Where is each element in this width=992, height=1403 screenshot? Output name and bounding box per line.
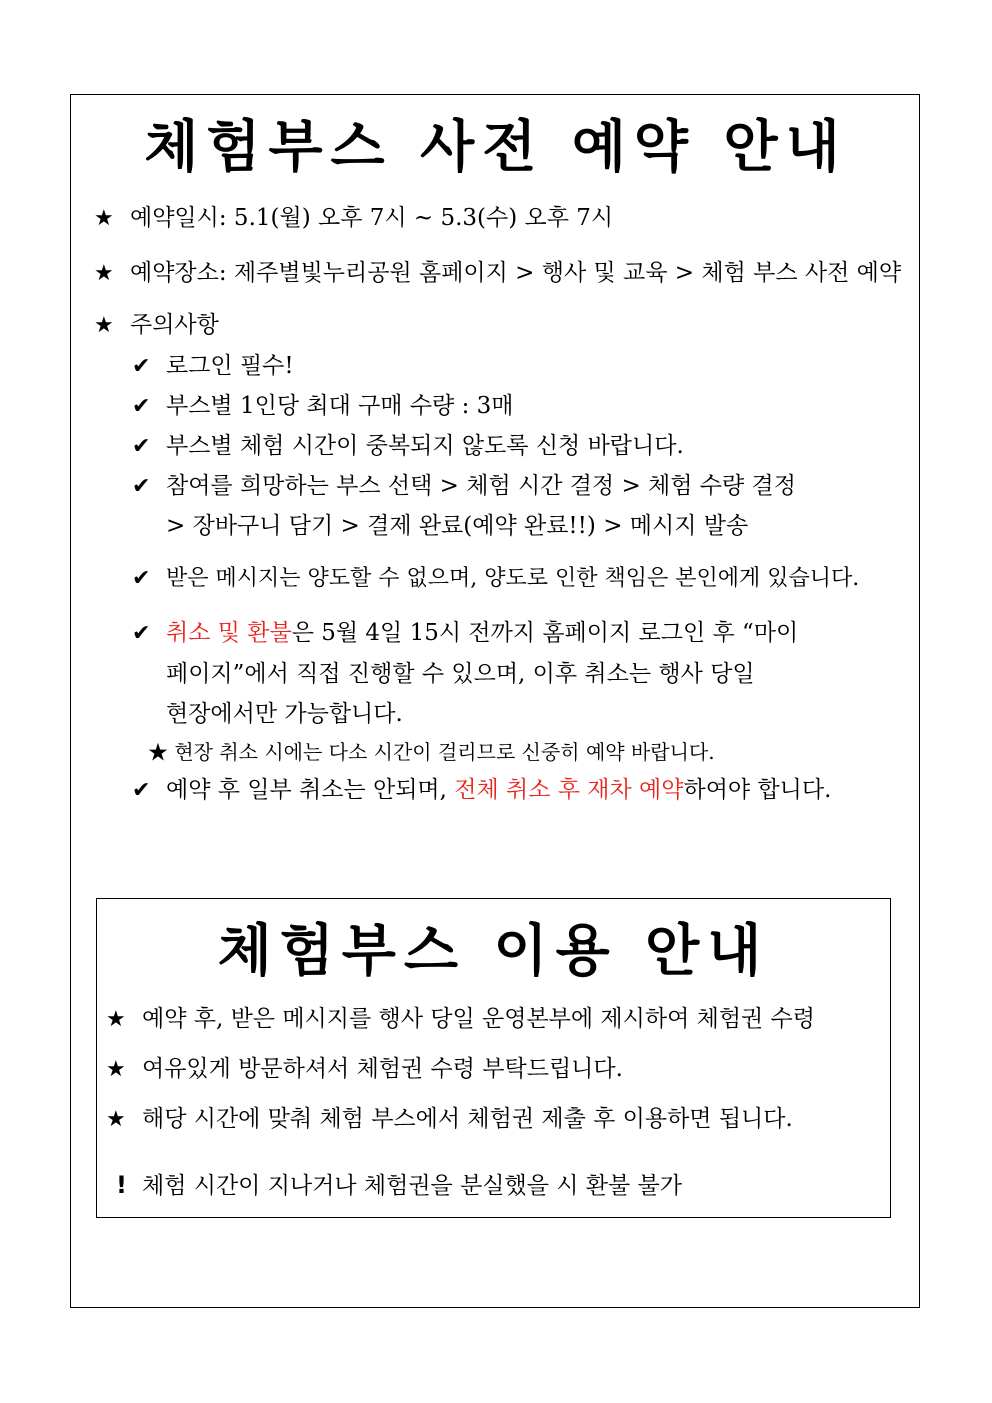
usage-item-1: ★ 예약 후, 받은 메시지를 행사 당일 운영본부에 제시하여 체험권 수령 (106, 1004, 815, 1035)
note-refund-line3: 현장에서만 가능합니다. (166, 701, 403, 727)
rebook-highlight: 전체 취소 후 재차 예약 (454, 777, 684, 803)
reservation-title: 체험부스 사전 예약 안내 (144, 115, 848, 180)
check-icon: ✔ (132, 778, 151, 803)
star-icon: ★ (94, 261, 114, 286)
note-transfer: ✔ 받은 메시지는 양도할 수 없으며, 양도로 인한 책임은 본인에게 있습니다. (132, 564, 859, 594)
star-icon: ★ (106, 1107, 126, 1132)
usage-item-2: ★ 여유있게 방문하셔서 체험권 수령 부탁드립니다. (106, 1054, 623, 1085)
note-refund: ✔ 취소 및 환불은 5월 4일 15시 전까지 홈페이지 로그인 후 “마이 (132, 618, 798, 649)
star-icon: ★ (94, 313, 114, 338)
note-quantity: ✔ 부스별 1인당 최대 구매 수량 : 3매 (132, 391, 514, 422)
check-icon: ✔ (132, 394, 151, 419)
star-icon: ★ (94, 206, 114, 231)
usage-item-3: ★ 해당 시간에 맞춰 체험 부스에서 체험권 제출 후 이용하면 됩니다. (106, 1104, 793, 1135)
note-refund-line2: 페이지”에서 직접 진행할 수 있으며, 이후 취소는 행사 당일 (166, 661, 755, 687)
note-partial-cancel: ✔ 예약 후 일부 취소는 안되며, 전체 취소 후 재차 예약하여야 합니다. (132, 775, 831, 806)
check-icon: ✔ (132, 566, 151, 591)
note-login: ✔ 로그인 필수! (132, 351, 294, 382)
check-icon: ✔ (132, 474, 151, 499)
usage-title: 체험부스 이용 안내 (217, 919, 770, 984)
note-process-line2: > 장바구니 담기 > 결제 완료(예약 완료!!) > 메시지 발송 (166, 513, 749, 539)
reservation-place: ★ 예약장소: 제주별빛누리공원 홈페이지 > 행사 및 교육 > 체험 부스 사전 예약 (94, 258, 901, 289)
notes-heading: ★ 주의사항 (94, 310, 219, 341)
refund-warning: ! 체험 시간이 지나거나 체험권을 분실했을 시 환불 불가 (116, 1171, 682, 1199)
note-process: ✔ 참여를 희망하는 부스 선택 > 체험 시간 결정 > 체험 수량 결정 (132, 471, 796, 502)
note-onsite-cancel: ★ 현장 취소 시에는 다소 시간이 걸리므로 신중히 예약 바랍니다. (148, 740, 715, 764)
star-icon: ★ (106, 1007, 126, 1032)
check-icon: ✔ (132, 434, 151, 459)
star-icon: ★ (106, 1057, 126, 1082)
reservation-date: ★ 예약일시: 5.1(월) 오후 7시 ~ 5.3(수) 오후 7시 (94, 203, 613, 234)
exclamation-icon: ! (116, 1171, 127, 1199)
check-icon: ✔ (132, 354, 151, 379)
refund-highlight: 취소 및 환불 (166, 620, 292, 646)
check-icon: ✔ (132, 621, 151, 646)
note-overlap: ✔ 부스별 체험 시간이 중복되지 않도록 신청 바랍니다. (132, 431, 684, 462)
